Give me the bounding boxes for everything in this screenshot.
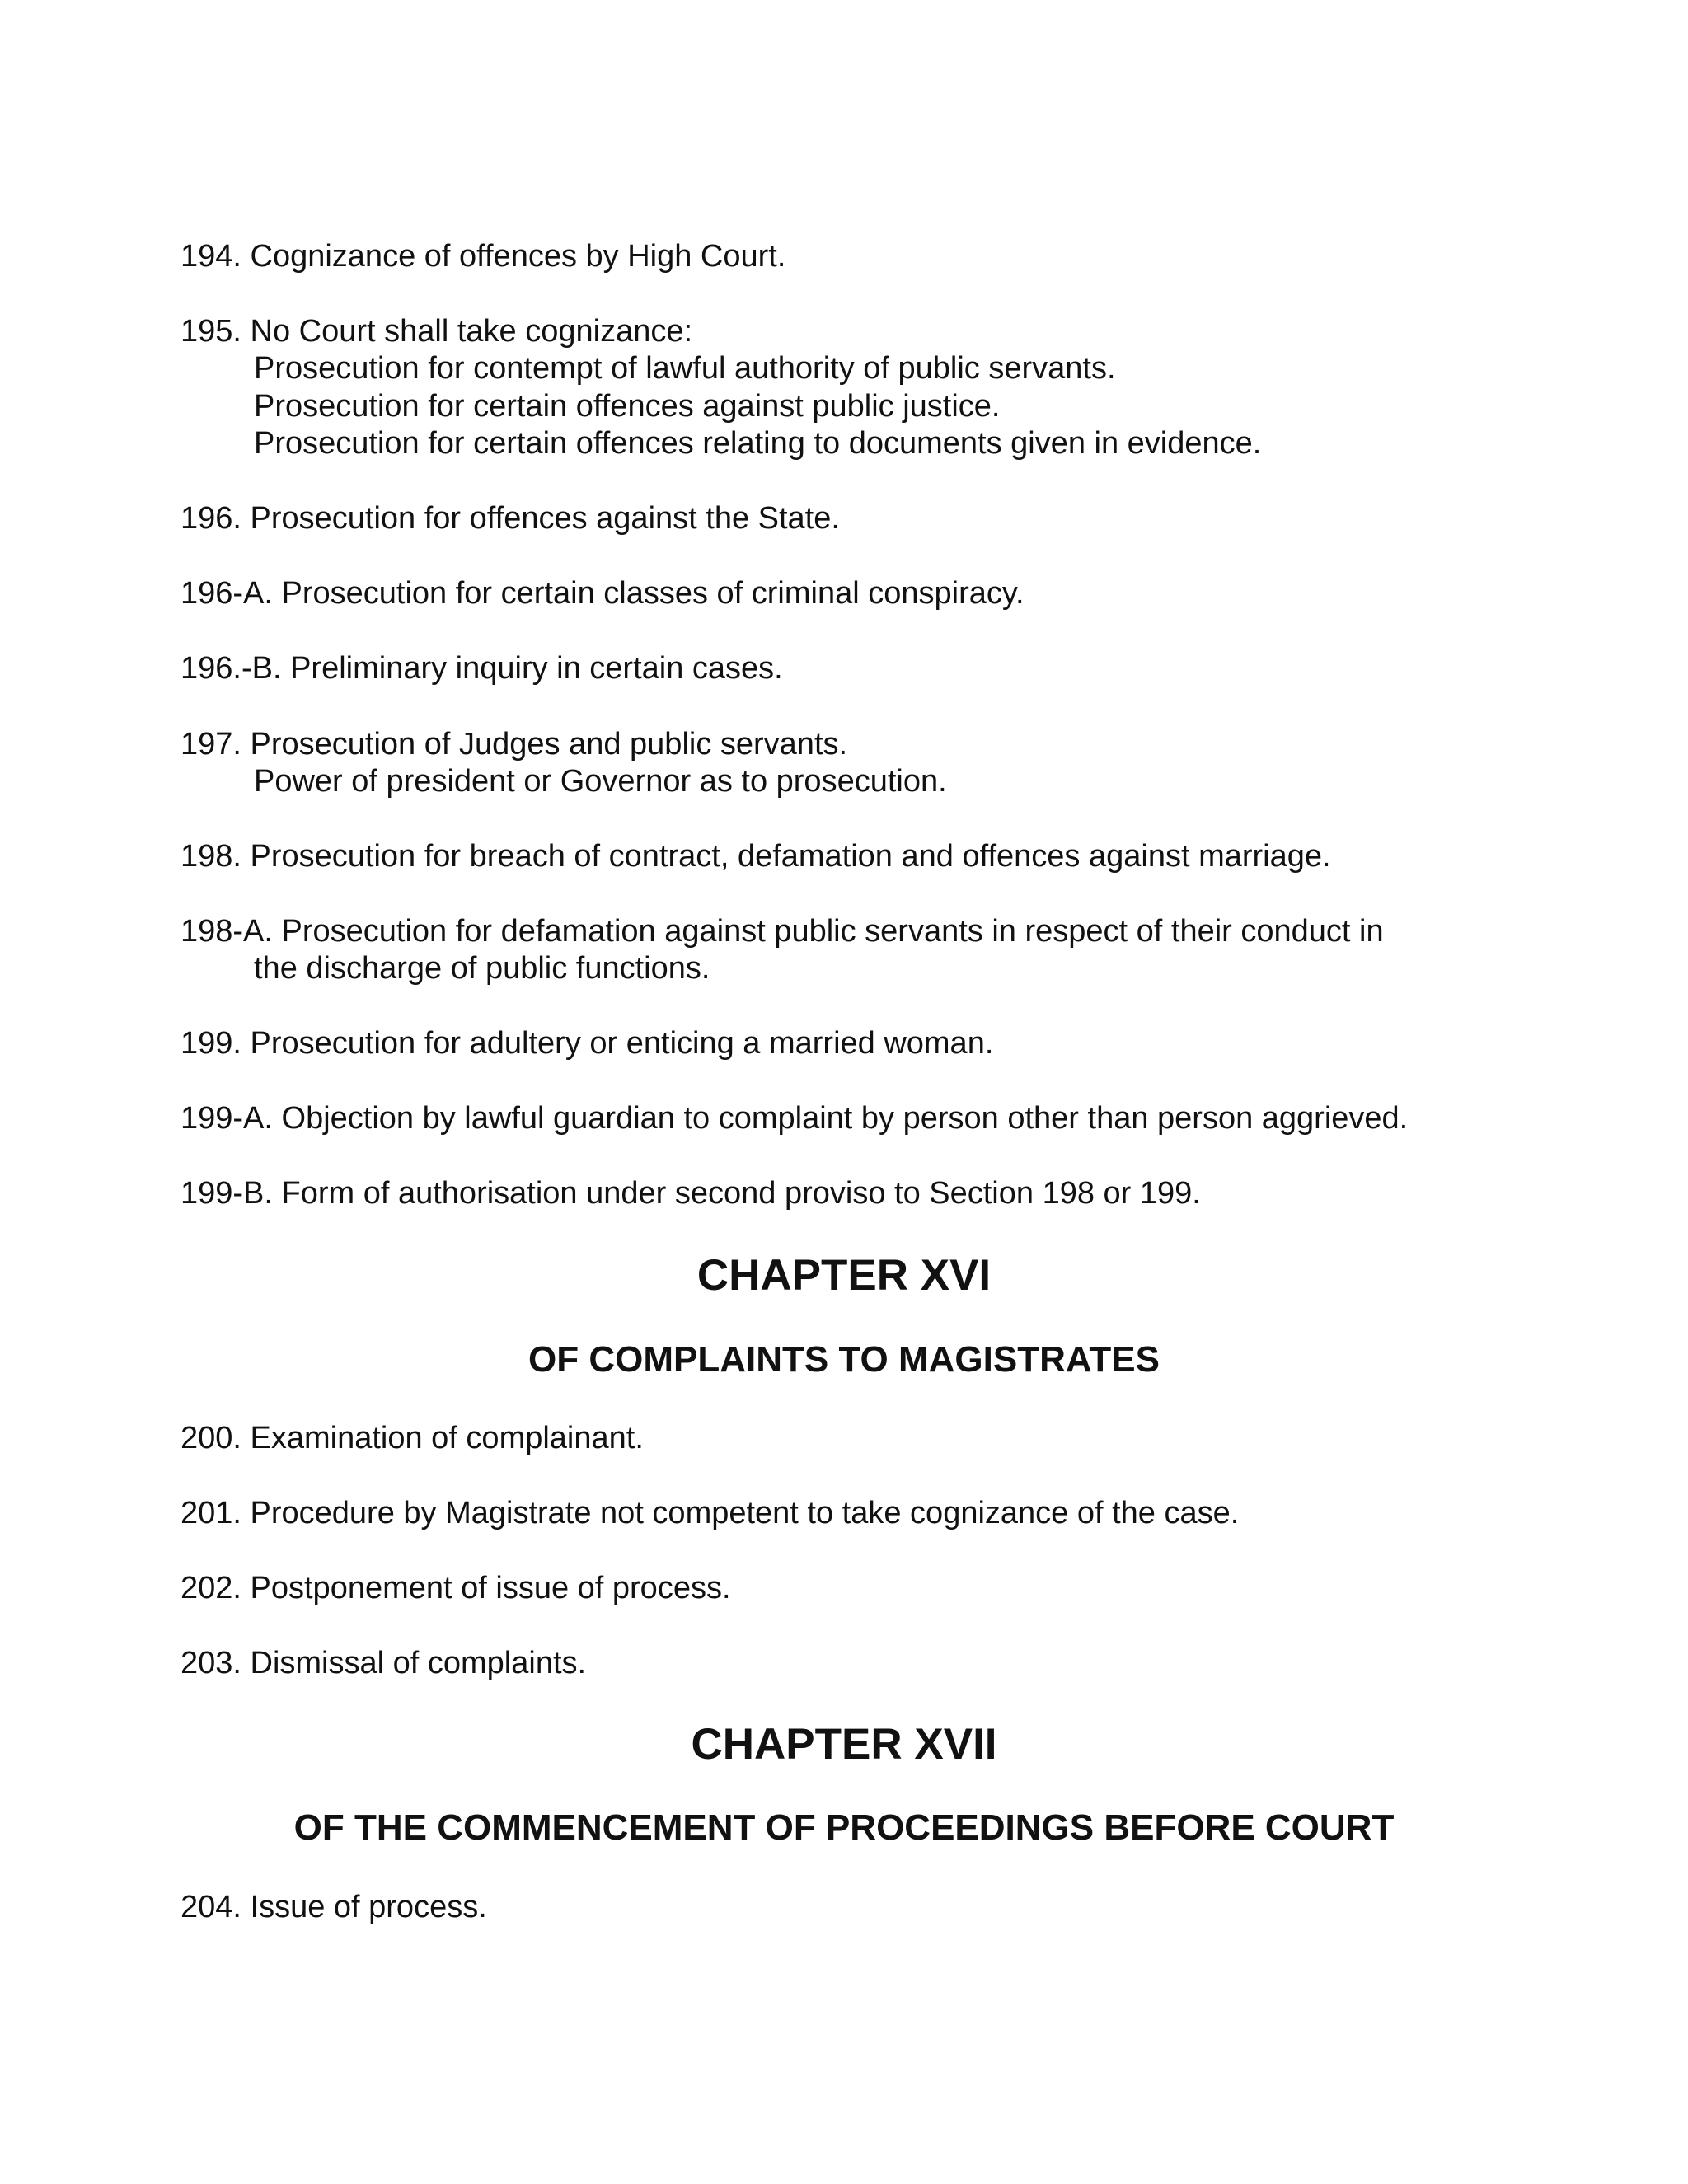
chapter-xvi-subtitle: OF COMPLAINTS TO MAGISTRATES bbox=[528, 1339, 1160, 1380]
entry-201: 201. Procedure by Magistrate not competent to take cognizance of the case. bbox=[181, 1496, 1240, 1530]
chapter-xvi-title: CHAPTER XVI bbox=[696, 1251, 992, 1300]
entry-198-a: 198-A. Prosecution for defamation against public servants in respect of their conduct in bbox=[181, 914, 1384, 949]
entry-196-a: 196-A. Prosecution for certain classes of criminal conspiracy. bbox=[181, 576, 1025, 611]
entry-202: 202. Postponement of issue of process. bbox=[181, 1571, 731, 1605]
chapter-xvii-subtitle: OF THE COMMENCEMENT OF PROCEEDINGS BEFORE COURT bbox=[293, 1807, 1395, 1848]
entry-203: 203. Dismissal of complaints. bbox=[181, 1646, 587, 1680]
entry-198-a-continuation: the discharge of public functions. bbox=[254, 951, 710, 986]
entry-195-subline: Prosecution for certain offences against public justice. bbox=[254, 389, 1001, 424]
chapter-xvii-title: CHAPTER XVII bbox=[691, 1720, 997, 1769]
entry-199-b: 199-B. Form of authorisation under second proviso to Section 198 or 199. bbox=[181, 1176, 1201, 1211]
entry-198: 198. Prosecution for breach of contract, defamation and offences against marriage. bbox=[181, 839, 1331, 874]
entry-204: 204. Issue of process. bbox=[181, 1890, 487, 1924]
entry-195-subline: Prosecution for contempt of lawful authority of public servants. bbox=[254, 351, 1116, 386]
entry-195: 195. No Court shall take cognizance: bbox=[181, 314, 693, 349]
entry-196: 196. Prosecution for offences against the State. bbox=[181, 501, 840, 536]
entry-194: 194. Cognizance of offences by High Court. bbox=[181, 239, 786, 274]
entry-197: 197. Prosecution of Judges and public servants. bbox=[181, 727, 848, 762]
entry-199: 199. Prosecution for adultery or enticing a married woman. bbox=[181, 1026, 994, 1061]
entry-196-b: 196.-B. Preliminary inquiry in certain cases. bbox=[181, 651, 783, 686]
entry-195-subline: Prosecution for certain offences relating to documents given in evidence. bbox=[254, 426, 1262, 461]
entry-199-a: 199-A. Objection by lawful guardian to complaint by person other than person aggrieved. bbox=[181, 1101, 1409, 1136]
entry-200: 200. Examination of complainant. bbox=[181, 1421, 644, 1455]
entry-197-subline: Power of president or Governor as to prosecution. bbox=[254, 764, 947, 799]
